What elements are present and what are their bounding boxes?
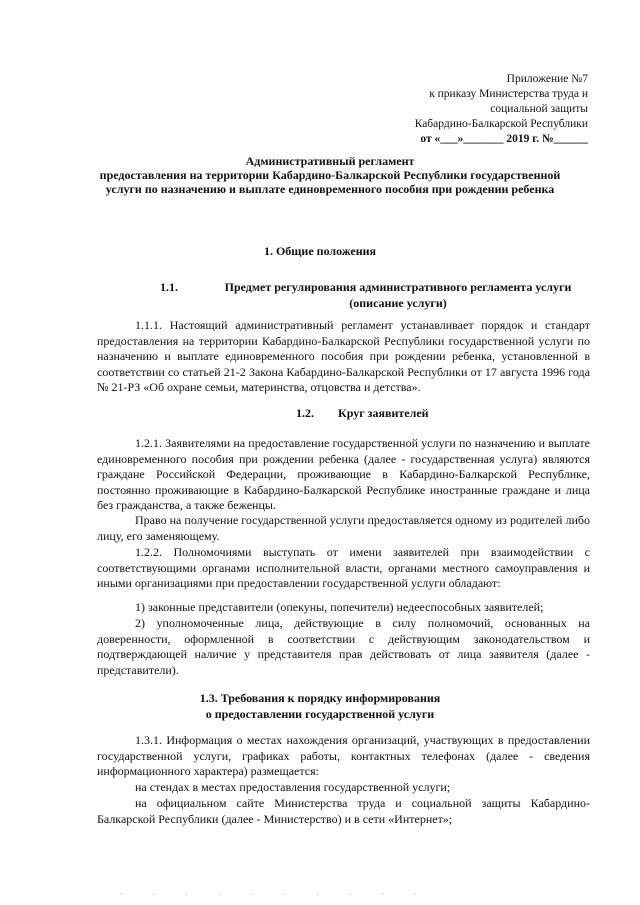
subsection-1-3-heading <box>0 690 640 722</box>
paragraph-1-2-1-text: 1.2.1. Заявителями на предоставление государственной услуги по назначению и выплате единовременного пособия при рождении ребенка (далее - государственная услуга) являются граждане Российской Федерации, проживающие в Кабардино-Балкарской Республике, постоянно проживающие в Кабардино-Балкарской Республике иностранные граждане и лица без гражданства, а также беженцы. <box>97 436 590 512</box>
appendix-line-2: к приказу Министерства труда и <box>429 88 588 100</box>
title-line-2: предоставления на территории Кабардино-Балкарской Республики государственной <box>99 168 561 182</box>
appendix-line-3: социальной защиты <box>490 103 588 115</box>
subsection-1-3-title-line-2: о предоставлении государственной услуги <box>205 707 435 721</box>
title-line-3: услуги по назначению и выплате единовременного пособия при рождении ребенка <box>105 182 555 196</box>
subsection-1-1-title-line-1: Предмет регулирования административного регламента услуги <box>224 280 572 294</box>
list-item-authorized-persons <box>97 616 590 678</box>
subsection-1-3-title-line-1: 1.3. Требования к порядку информирования <box>199 691 441 705</box>
title-line-1: Административный регламент <box>245 154 415 168</box>
paragraph-official-site <box>97 796 590 827</box>
paragraph-1-1-1-text: 1.1.1. Настоящий административный регламент устанавливает порядок и стандарт предоставления на территории Кабардино-Балкарской Республики государственной услуги по назначению и выплате единовременного пособия при рождении ребенка, установленной в соответствии со статьей 21-2 Закона Кабардино-Балкарской Республики от 17 августа 1996 года № 21-РЗ «Об охране семьи, материнства, отцовства и детства». <box>97 318 590 394</box>
subsection-1-2-heading <box>296 406 429 421</box>
subsection-1-1-title <box>198 279 598 311</box>
paragraph-1-3-1-text: 1.3.1. Информация о местах нахождения организаций, участвующих в предоставлении государственной услуги, графиках работы, контактных телефонах (далее - сведения информационного характера) размещается: <box>97 733 590 778</box>
paragraph-info-stands-text: на стендах в местах предоставления государственной услуги; <box>135 780 451 794</box>
section-1-heading: 1. Общие положения <box>263 244 377 258</box>
subsection-1-2-number: 1.2. <box>296 406 314 420</box>
paragraph-1-2-2 <box>97 545 590 592</box>
document-title <box>70 154 590 196</box>
list-item-legal-representatives-text: 1) законные представители (опекуны, попечители) недееспособных заявителей; <box>135 600 544 614</box>
paragraph-1-2-1 <box>97 436 590 514</box>
paragraph-right-to-service-text: Право на получение государственной услуги предоставляется одному из родителей либо лицу, его заменяющему. <box>97 513 590 543</box>
list-item-legal-representatives <box>97 600 590 616</box>
subsection-1-1-number: 1.1. <box>160 280 178 294</box>
paragraph-official-site-text: на официальном сайте Министерства труда и социальной защиты Кабардино-Балкарской Республики (далее - Министерство) и в сети «Интернет»; <box>97 796 590 826</box>
paragraph-1-2-2-text: 1.2.2. Полномочиями выступать от имени заявителей при взаимодействии с соответствующими органами исполнительной власти, органами местного самоуправления и иными организациями при предоставлении государственной услуги обладают: <box>97 545 590 590</box>
paragraph-info-stands <box>97 780 590 796</box>
appendix-order-line: от «___»_______ 2019 г. №______ <box>420 133 588 145</box>
appendix-block <box>415 72 588 147</box>
subsection-1-2-title: Круг заявителей <box>338 406 429 420</box>
subsection-1-1-title-line-2: (описание услуги) <box>349 296 447 310</box>
paragraph-1-3-1 <box>97 733 590 780</box>
paragraph-1-1-1 <box>97 318 590 396</box>
paragraph-right-to-service <box>97 513 590 544</box>
appendix-line-1: Приложение №7 <box>506 73 588 85</box>
list-item-authorized-persons-text: 2) уполномоченные лица, действующие в силу полномочий, основанных на доверенности, оформленной в соответствии с действующим законодательством и подтверждающей наличие у представителя прав действовать от лица заявителя (далее - представители). <box>97 616 590 677</box>
scan-artifact-marks: · · · · · · · · · · <box>120 890 431 899</box>
appendix-line-4: Кабардино-Балкарской Республики <box>414 118 588 130</box>
